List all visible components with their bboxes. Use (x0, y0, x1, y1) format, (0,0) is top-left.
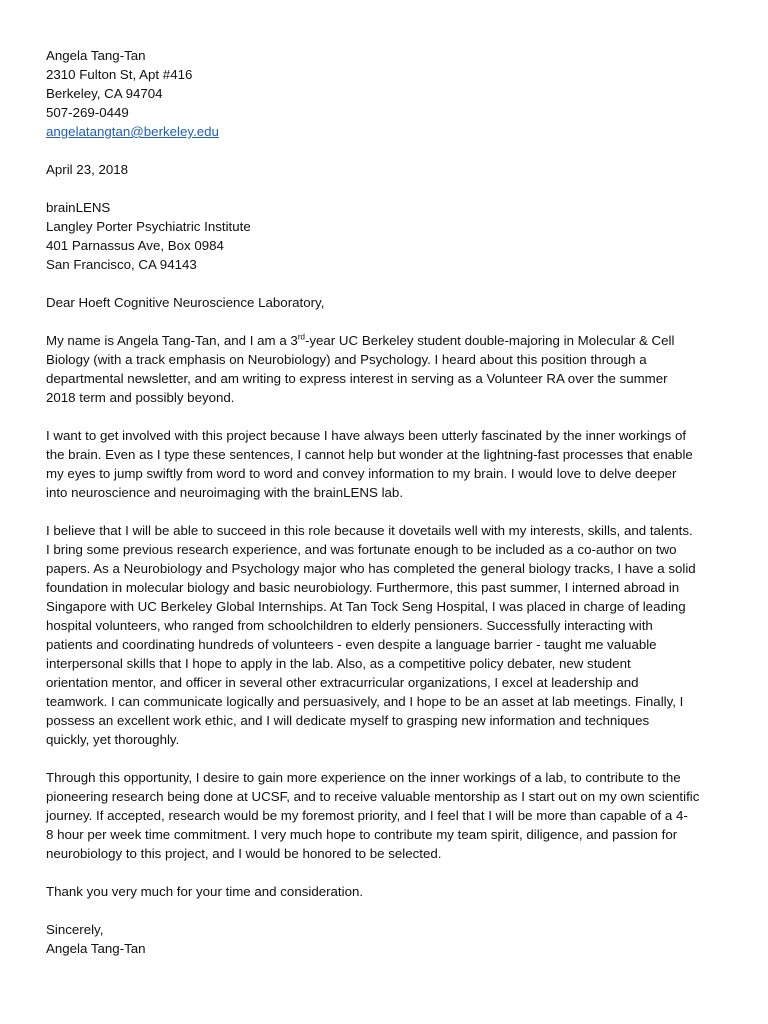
paragraph-line: interpersonal skills that I hope to apply in the lab. Also, as a competitive policy debater, new student (46, 656, 631, 671)
paragraph-line: papers. As a Neurobiology and Psychology major who has completed the general biology tracks, I have a solid (46, 561, 696, 576)
recipient-institute: Langley Porter Psychiatric Institute (46, 219, 251, 234)
paragraph-line: pioneering research being done at UCSF, and to receive valuable mentorship as I start out on my own scientific (46, 789, 700, 804)
paragraph-line: foundation in molecular biology and basic neurobiology. Furthermore, this past summer, I interned abroad in (46, 580, 680, 595)
sender-name: Angela Tang-Tan (46, 48, 146, 63)
recipient-street: 401 Parnassus Ave, Box 0984 (46, 238, 224, 253)
paragraph-line: departmental newsletter, and am writing to express interest in serving as a Volunteer RA over the summer (46, 371, 668, 386)
paragraph-line: Through this opportunity, I desire to gain more experience on the inner workings of a lab, to contribute to the (46, 770, 681, 785)
paragraph-line: Biology (with a track emphasis on Neurobiology) and Psychology. I heard about this position through a (46, 352, 647, 367)
paragraph-line: possess an excellent work ethic, and I will dedicate myself to grasping new information and techniques (46, 713, 650, 728)
paragraph-line: Singapore with UC Berkeley Global Internships. At Tan Tock Seng Hospital, I was placed in charge of leading (46, 599, 686, 614)
paragraph-line: hospital volunteers, who ranged from schoolchildren to elderly pensioners. Successfully interacting with (46, 618, 653, 633)
recipient-address (46, 198, 728, 274)
paragraph-line: into neuroscience and neuroimaging with the brainLENS lab. (46, 485, 404, 500)
paragraph-line: teamwork. I can communicate logically and persuasively, and I hope to be an asset at lab meetings. Finally, I (46, 694, 684, 709)
paragraph-line: the brain. Even as I type these sentences, I cannot help but wonder at the lightning-fast processes that enable (46, 447, 693, 462)
paragraph-line: patients and coordinating hundreds of volunteers - even despite a language barrier - taught me valuable (46, 637, 657, 652)
paragraph-line: journey. If accepted, research would be my foremost priority, and I feel that I will be more than capable of a 4- (46, 808, 688, 823)
sender-address (46, 46, 728, 141)
recipient-city: San Francisco, CA 94143 (46, 257, 197, 272)
paragraph-qualifications (46, 521, 728, 749)
paragraph-line: I believe that I will be able to succeed in this role because it dovetails well with my interests, skills, and talents. (46, 523, 693, 538)
paragraph-line: orientation mentor, and officer in several other extracurricular organizations, I excel at leadership and (46, 675, 639, 690)
paragraph-line: 2018 term and possibly beyond. (46, 390, 235, 405)
sender-street: 2310 Fulton St, Apt #416 (46, 67, 193, 82)
paragraph-intro (46, 331, 728, 407)
recipient-org: brainLENS (46, 200, 111, 215)
paragraph-line: quickly, yet thoroughly. (46, 732, 180, 747)
paragraph-line: My name is Angela Tang-Tan, and I am a 3rd-year UC Berkeley student double-majoring in Molecular & Cell (46, 332, 675, 348)
closing: Sincerely, (46, 922, 104, 937)
signature-name: Angela Tang-Tan (46, 941, 146, 956)
paragraph-line: 8 hour per week time commitment. I very much hope to contribute my team spirit, diligence, and passion for (46, 827, 678, 842)
paragraph-line: neurobiology to this project, and I would be honored to be selected. (46, 846, 442, 861)
paragraph-line: I want to get involved with this project because I have always been utterly fascinated by the inner workings of (46, 428, 687, 443)
paragraph-line: my eyes to jump swiftly from word to word and convey information to my brain. I would love to delve deeper (46, 466, 677, 481)
paragraph-line: I bring some previous research experience, and was fortunate enough to be included as a co-author on two (46, 542, 677, 557)
sender-phone: 507-269-0449 (46, 105, 129, 120)
salutation: Dear Hoeft Cognitive Neuroscience Laboratory, (46, 295, 325, 310)
paragraph-goals (46, 768, 728, 863)
letter-date: April 23, 2018 (46, 162, 129, 177)
sender-city: Berkeley, CA 94704 (46, 86, 163, 101)
paragraph-motivation (46, 426, 728, 502)
thanks-line: Thank you very much for your time and consideration. (46, 884, 364, 899)
sender-email-link[interactable]: angelatangtan@berkeley.edu (46, 124, 219, 139)
